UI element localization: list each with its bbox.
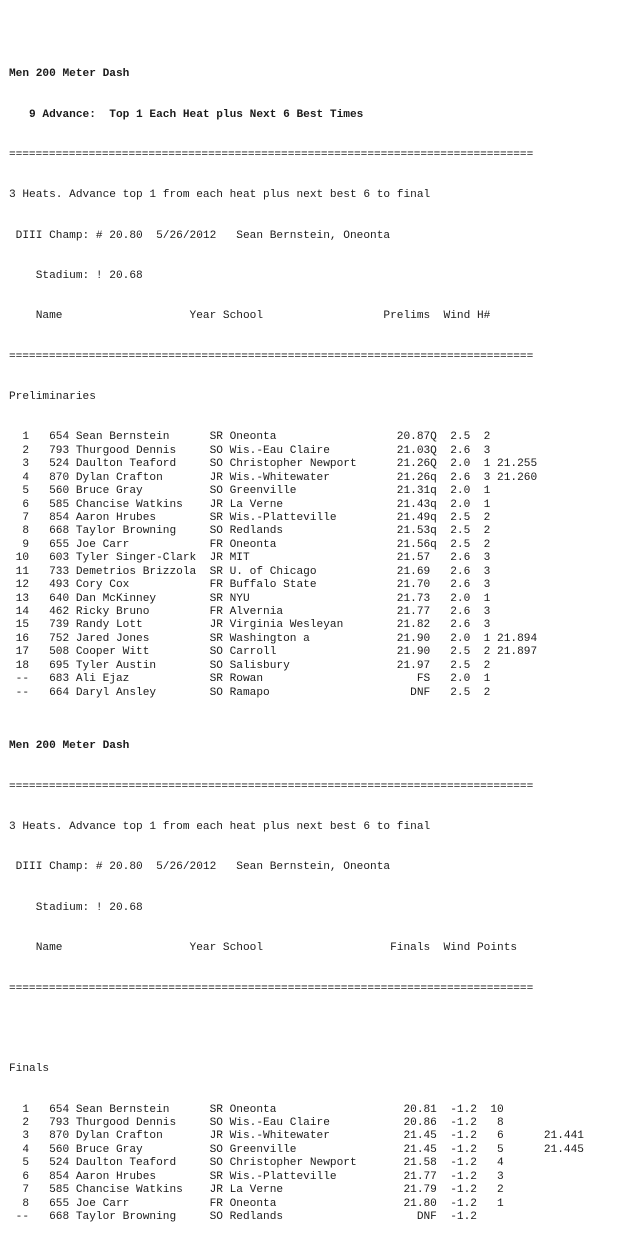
round-label: Finals bbox=[9, 1063, 50, 1076]
result-row: -- 664 Daryl Ansley SO Ramapo DNF 2.5 2 bbox=[9, 686, 491, 699]
finals-results-table bbox=[9, 1104, 584, 1225]
event-title: Men 200 Meter Dash bbox=[9, 68, 130, 81]
result-row: 1 654 Sean Bernstein SR Oneonta 20.87Q 2.5 2 bbox=[9, 431, 491, 444]
column-header: Name Year School Finals Wind Points bbox=[9, 942, 518, 955]
result-row: 17 508 Cooper Witt SO Carroll 21.90 2.5 2 21.897 bbox=[9, 646, 538, 659]
result-row: 8 668 Taylor Browning SO Redlands 21.53q 2.5 2 bbox=[9, 525, 491, 538]
result-row: -- 683 Ali Ejaz SR Rowan FS 2.0 1 bbox=[9, 673, 491, 686]
result-row: 5 524 Daulton Teaford SO Christopher Newport 21.58 -1.2 4 bbox=[9, 1157, 504, 1170]
stadium-record: Stadium: ! 20.68 bbox=[9, 901, 143, 914]
spacer bbox=[9, 1023, 584, 1036]
result-row: 11 733 Demetrios Brizzola SR U. of Chicago 21.69 2.6 3 bbox=[9, 565, 491, 578]
separator-double: =============================================================================== bbox=[9, 780, 534, 793]
result-row: 9 655 Joe Carr FR Oneonta 21.56q 2.5 2 bbox=[9, 538, 491, 551]
separator-double: =============================================================================== bbox=[9, 148, 534, 161]
column-header: Name Year School Prelims Wind H# bbox=[9, 310, 491, 323]
result-row: 6 854 Aaron Hrubes SR Wis.-Platteville 21.77 -1.2 3 bbox=[9, 1170, 504, 1183]
result-row: 6 585 Chancise Watkins JR La Verne 21.43q 2.0 1 bbox=[9, 498, 491, 511]
result-row: 7 854 Aaron Hrubes SR Wis.-Platteville 21.49q 2.5 2 bbox=[9, 511, 491, 524]
result-row: 4 560 Bruce Gray SO Greenville 21.45 -1.2 5 21.445 bbox=[9, 1143, 584, 1156]
result-row: 8 655 Joe Carr FR Oneonta 21.80 -1.2 1 bbox=[9, 1197, 504, 1210]
result-row: 12 493 Cory Cox FR Buffalo State 21.70 2.6 3 bbox=[9, 579, 491, 592]
result-row: 2 793 Thurgood Dennis SO Wis.-Eau Claire 20.86 -1.2 8 bbox=[9, 1116, 504, 1129]
round-label: Preliminaries bbox=[9, 391, 96, 403]
stadium-record: Stadium: ! 20.68 bbox=[9, 269, 143, 282]
heats-note: 3 Heats. Advance top 1 from each heat plus next best 6 to final bbox=[9, 821, 431, 834]
champ-record: DIII Champ: # 20.80 5/26/2012 Sean Bernstein, Oneonta bbox=[9, 861, 391, 874]
result-row: -- 668 Taylor Browning SO Redlands DNF -1.2 bbox=[9, 1211, 477, 1224]
result-row: 15 739 Randy Lott JR Virginia Wesleyan 21.82 2.6 3 bbox=[9, 619, 491, 632]
prelims-results-table bbox=[9, 431, 584, 700]
advance-rule: 9 Advance: Top 1 Each Heat plus Next 6 Best Times bbox=[9, 108, 364, 121]
result-row: 3 870 Dylan Crafton JR Wis.-Whitewater 21.45 -1.2 6 21.441 bbox=[9, 1130, 584, 1143]
result-row: 16 752 Jared Jones SR Washington a 21.90 2.0 1 21.894 bbox=[9, 632, 538, 645]
result-row: 4 870 Dylan Crafton JR Wis.-Whitewater 21.26q 2.6 3 21.260 bbox=[9, 471, 538, 484]
event-title: Men 200 Meter Dash bbox=[9, 740, 130, 753]
result-row: 10 603 Tyler Singer-Clark JR MIT 21.57 2.6 3 bbox=[9, 552, 491, 565]
spacer bbox=[9, 28, 584, 41]
result-row: 14 462 Ricky Bruno FR Alvernia 21.77 2.6 3 bbox=[9, 606, 491, 619]
result-row: 5 560 Bruce Gray SO Greenville 21.31q 2.0 1 bbox=[9, 485, 491, 498]
result-row: 2 793 Thurgood Dennis SO Wis.-Eau Claire 21.03Q 2.6 3 bbox=[9, 444, 491, 457]
result-row: 7 585 Chancise Watkins JR La Verne 21.79 -1.2 2 bbox=[9, 1184, 504, 1197]
separator-double: =============================================================================== bbox=[9, 350, 534, 363]
result-row: 18 695 Tyler Austin SO Salisbury 21.97 2.5 2 bbox=[9, 659, 491, 672]
result-row: 3 524 Daulton Teaford SO Christopher Newport 21.26Q 2.0 1 21.255 bbox=[9, 458, 538, 471]
separator-double: =============================================================================== bbox=[9, 982, 534, 995]
champ-record: DIII Champ: # 20.80 5/26/2012 Sean Bernstein, Oneonta bbox=[9, 229, 391, 242]
heats-note: 3 Heats. Advance top 1 from each heat plus next best 6 to final bbox=[9, 189, 431, 202]
results-document bbox=[9, 1, 584, 1238]
result-row: 1 654 Sean Bernstein SR Oneonta 20.81 -1.2 10 bbox=[9, 1103, 504, 1116]
result-row: 13 640 Dan McKinney SR NYU 21.73 2.0 1 bbox=[9, 592, 491, 605]
